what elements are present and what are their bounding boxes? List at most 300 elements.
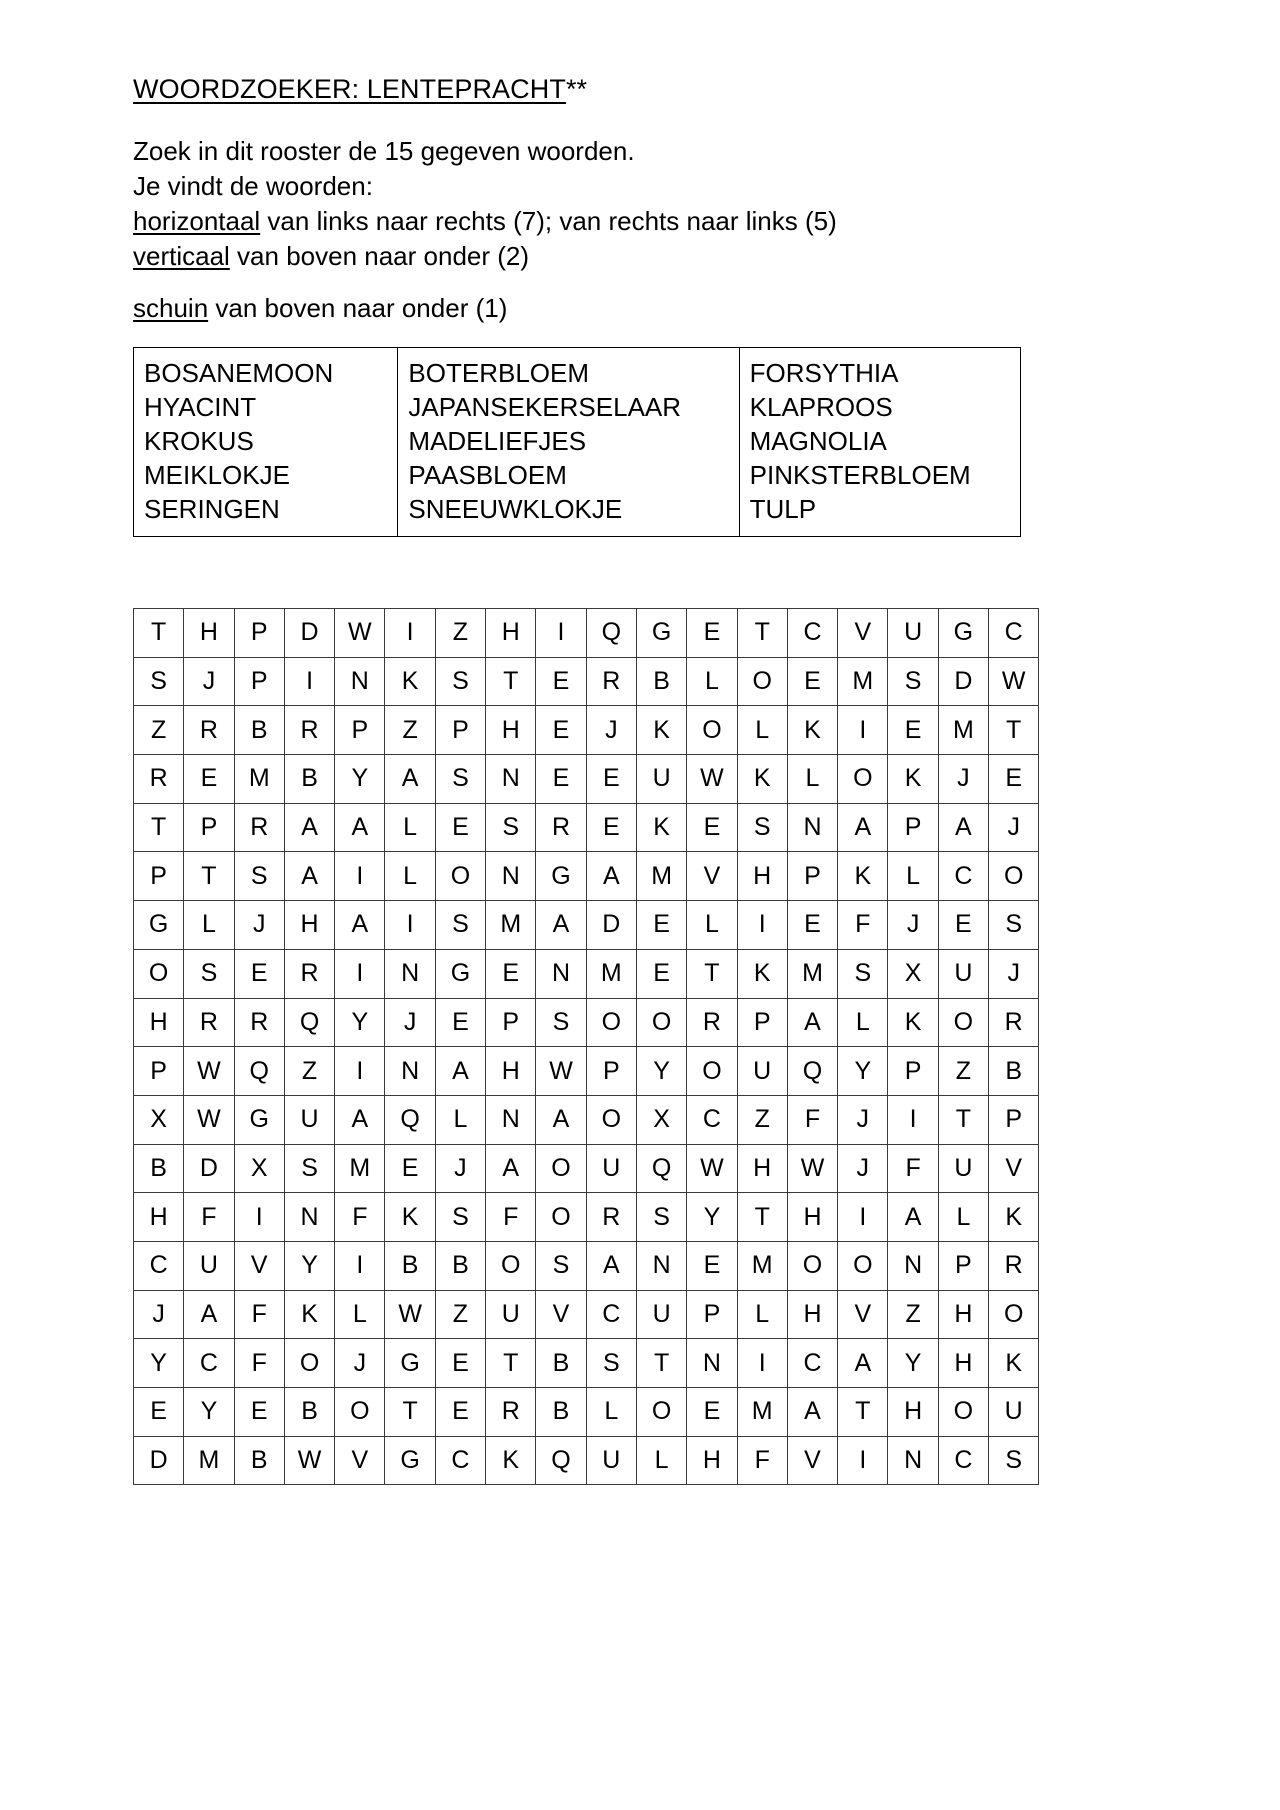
puzzle-grid-cell[interactable]: M xyxy=(335,1144,385,1193)
puzzle-grid-cell[interactable]: M xyxy=(737,1388,787,1437)
puzzle-grid-cell[interactable]: A xyxy=(284,852,334,901)
puzzle-grid-cell[interactable]: L xyxy=(687,901,737,950)
puzzle-grid-cell[interactable]: P xyxy=(234,609,284,658)
puzzle-grid-cell[interactable]: V xyxy=(838,1290,888,1339)
puzzle-grid-cell[interactable]: K xyxy=(737,755,787,804)
puzzle-grid-cell[interactable]: H xyxy=(486,1047,536,1096)
puzzle-grid-cell[interactable]: P xyxy=(134,1047,184,1096)
puzzle-grid-cell[interactable]: L xyxy=(737,706,787,755)
puzzle-grid-cell[interactable]: W xyxy=(687,1144,737,1193)
puzzle-grid-cell[interactable]: W xyxy=(787,1144,837,1193)
puzzle-grid-cell[interactable]: M xyxy=(184,1436,234,1485)
puzzle-grid-cell[interactable]: L xyxy=(184,901,234,950)
puzzle-grid-cell[interactable]: D xyxy=(134,1436,184,1485)
puzzle-grid-cell[interactable]: A xyxy=(838,1339,888,1388)
puzzle-grid-cell[interactable]: K xyxy=(888,755,938,804)
puzzle-grid-cell[interactable]: E xyxy=(636,901,686,950)
puzzle-grid-cell[interactable]: C xyxy=(435,1436,485,1485)
puzzle-grid-cell[interactable]: M xyxy=(787,949,837,998)
puzzle-grid-cell[interactable]: M xyxy=(636,852,686,901)
puzzle-grid-cell[interactable]: F xyxy=(737,1436,787,1485)
puzzle-grid-cell[interactable]: B xyxy=(989,1047,1039,1096)
puzzle-grid-cell[interactable]: N xyxy=(536,949,586,998)
puzzle-grid-cell[interactable]: K xyxy=(636,706,686,755)
puzzle-grid-cell[interactable]: B xyxy=(234,706,284,755)
puzzle-grid-cell[interactable]: V xyxy=(687,852,737,901)
puzzle-grid-cell[interactable]: R xyxy=(284,706,334,755)
puzzle-grid-cell[interactable]: U xyxy=(888,609,938,658)
puzzle-grid-cell[interactable]: P xyxy=(787,852,837,901)
puzzle-grid-cell[interactable]: S xyxy=(737,803,787,852)
puzzle-grid-cell[interactable]: E xyxy=(234,1388,284,1437)
puzzle-grid-cell[interactable]: L xyxy=(838,998,888,1047)
puzzle-grid-cell[interactable]: A xyxy=(586,852,636,901)
puzzle-grid-cell[interactable]: J xyxy=(586,706,636,755)
puzzle-grid-cell[interactable]: G xyxy=(234,1095,284,1144)
puzzle-grid-cell[interactable]: H xyxy=(938,1290,988,1339)
puzzle-grid-cell[interactable]: U xyxy=(636,755,686,804)
puzzle-grid-cell[interactable]: Y xyxy=(335,755,385,804)
puzzle-grid-cell[interactable]: G xyxy=(385,1339,435,1388)
puzzle-grid-cell[interactable]: C xyxy=(938,1436,988,1485)
puzzle-grid-cell[interactable]: S xyxy=(536,998,586,1047)
puzzle-grid-cell[interactable]: P xyxy=(435,706,485,755)
puzzle-grid-cell[interactable]: E xyxy=(989,755,1039,804)
puzzle-grid-cell[interactable]: S xyxy=(486,803,536,852)
puzzle-grid-cell[interactable]: N xyxy=(888,1241,938,1290)
puzzle-grid-cell[interactable]: O xyxy=(737,657,787,706)
puzzle-grid-cell[interactable]: V xyxy=(787,1436,837,1485)
puzzle-grid-cell[interactable]: W xyxy=(687,755,737,804)
puzzle-grid-cell[interactable]: Z xyxy=(938,1047,988,1096)
puzzle-grid-cell[interactable]: J xyxy=(838,1144,888,1193)
puzzle-grid-cell[interactable]: O xyxy=(486,1241,536,1290)
puzzle-grid-cell[interactable]: X xyxy=(134,1095,184,1144)
puzzle-grid-cell[interactable]: E xyxy=(687,803,737,852)
puzzle-grid-cell[interactable]: L xyxy=(888,852,938,901)
puzzle-grid-cell[interactable]: F xyxy=(234,1339,284,1388)
puzzle-grid-cell[interactable]: J xyxy=(335,1339,385,1388)
puzzle-grid-cell[interactable]: S xyxy=(888,657,938,706)
puzzle-grid-cell[interactable]: R xyxy=(184,998,234,1047)
puzzle-grid-cell[interactable]: E xyxy=(888,706,938,755)
puzzle-grid-cell[interactable]: A xyxy=(435,1047,485,1096)
puzzle-grid-cell[interactable]: C xyxy=(687,1095,737,1144)
puzzle-grid-cell[interactable]: J xyxy=(134,1290,184,1339)
puzzle-grid-cell[interactable]: Z xyxy=(435,1290,485,1339)
puzzle-grid-cell[interactable]: F xyxy=(838,901,888,950)
puzzle-grid-cell[interactable]: U xyxy=(486,1290,536,1339)
puzzle-grid-cell[interactable]: P xyxy=(888,1047,938,1096)
puzzle-grid-cell[interactable]: C xyxy=(184,1339,234,1388)
puzzle-grid-cell[interactable]: Q xyxy=(234,1047,284,1096)
puzzle-grid-cell[interactable]: Q xyxy=(284,998,334,1047)
puzzle-grid-cell[interactable]: Y xyxy=(335,998,385,1047)
puzzle-grid-cell[interactable]: Z xyxy=(385,706,435,755)
puzzle-grid-cell[interactable]: I xyxy=(536,609,586,658)
puzzle-grid-cell[interactable]: L xyxy=(586,1388,636,1437)
puzzle-grid-cell[interactable]: N xyxy=(385,949,435,998)
puzzle-grid-cell[interactable]: G xyxy=(435,949,485,998)
puzzle-grid-cell[interactable]: T xyxy=(989,706,1039,755)
puzzle-grid-cell[interactable]: H xyxy=(687,1436,737,1485)
puzzle-grid-cell[interactable]: H xyxy=(486,706,536,755)
puzzle-grid-cell[interactable]: I xyxy=(284,657,334,706)
puzzle-grid-cell[interactable]: V xyxy=(536,1290,586,1339)
puzzle-grid-cell[interactable]: B xyxy=(134,1144,184,1193)
puzzle-grid-cell[interactable]: R xyxy=(134,755,184,804)
puzzle-grid-cell[interactable]: H xyxy=(284,901,334,950)
puzzle-grid-cell[interactable]: K xyxy=(989,1339,1039,1388)
puzzle-grid-cell[interactable]: G xyxy=(536,852,586,901)
puzzle-grid-cell[interactable]: E xyxy=(687,1388,737,1437)
puzzle-grid-cell[interactable]: W xyxy=(335,609,385,658)
puzzle-grid-cell[interactable]: L xyxy=(435,1095,485,1144)
puzzle-grid-cell[interactable]: O xyxy=(989,1290,1039,1339)
puzzle-grid-cell[interactable]: Y xyxy=(687,1193,737,1242)
puzzle-grid-cell[interactable]: E xyxy=(586,755,636,804)
puzzle-grid-cell[interactable]: K xyxy=(838,852,888,901)
puzzle-grid-cell[interactable]: R xyxy=(234,803,284,852)
puzzle-grid-cell[interactable]: J xyxy=(435,1144,485,1193)
puzzle-grid-cell[interactable]: S xyxy=(435,755,485,804)
puzzle-grid-cell[interactable]: E xyxy=(787,901,837,950)
puzzle-grid-cell[interactable]: V xyxy=(234,1241,284,1290)
puzzle-grid-cell[interactable]: A xyxy=(284,803,334,852)
puzzle-grid-cell[interactable]: A xyxy=(385,755,435,804)
puzzle-grid-cell[interactable]: Z xyxy=(737,1095,787,1144)
puzzle-grid-cell[interactable]: O xyxy=(938,1388,988,1437)
puzzle-grid-cell[interactable]: R xyxy=(486,1388,536,1437)
puzzle-grid-cell[interactable]: B xyxy=(636,657,686,706)
puzzle-grid-cell[interactable]: E xyxy=(536,657,586,706)
puzzle-grid-cell[interactable]: W xyxy=(385,1290,435,1339)
puzzle-grid-cell[interactable]: S xyxy=(435,901,485,950)
puzzle-grid-cell[interactable]: K xyxy=(737,949,787,998)
puzzle-grid-cell[interactable]: E xyxy=(486,949,536,998)
puzzle-grid-cell[interactable]: M xyxy=(737,1241,787,1290)
puzzle-grid-cell[interactable]: F xyxy=(486,1193,536,1242)
puzzle-grid-cell[interactable]: H xyxy=(134,1193,184,1242)
puzzle-grid-cell[interactable]: M xyxy=(486,901,536,950)
puzzle-grid-cell[interactable]: O xyxy=(134,949,184,998)
puzzle-grid-cell[interactable]: S xyxy=(636,1193,686,1242)
puzzle-grid-cell[interactable]: N xyxy=(335,657,385,706)
puzzle-grid-cell[interactable]: B xyxy=(536,1388,586,1437)
puzzle-grid-cell[interactable]: T xyxy=(938,1095,988,1144)
puzzle-grid-cell[interactable]: T xyxy=(486,657,536,706)
puzzle-grid-cell[interactable]: E xyxy=(687,609,737,658)
puzzle-grid-cell[interactable]: T xyxy=(385,1388,435,1437)
puzzle-grid-cell[interactable]: T xyxy=(134,803,184,852)
puzzle-grid-cell[interactable]: T xyxy=(737,609,787,658)
puzzle-grid-cell[interactable]: R xyxy=(536,803,586,852)
puzzle-grid-cell[interactable]: O xyxy=(536,1193,586,1242)
puzzle-grid-cell[interactable]: B xyxy=(536,1339,586,1388)
puzzle-grid-cell[interactable]: E xyxy=(687,1241,737,1290)
puzzle-grid-cell[interactable]: N xyxy=(888,1436,938,1485)
puzzle-grid-cell[interactable]: Z xyxy=(435,609,485,658)
puzzle-grid-cell[interactable]: P xyxy=(989,1095,1039,1144)
puzzle-grid-cell[interactable]: N xyxy=(284,1193,334,1242)
puzzle-grid-cell[interactable]: J xyxy=(888,901,938,950)
puzzle-grid-cell[interactable]: A xyxy=(335,803,385,852)
puzzle-grid-cell[interactable]: J xyxy=(989,949,1039,998)
puzzle-grid-cell[interactable]: O xyxy=(636,998,686,1047)
puzzle-grid-cell[interactable]: Y xyxy=(888,1339,938,1388)
puzzle-grid-cell[interactable]: F xyxy=(787,1095,837,1144)
puzzle-grid-cell[interactable]: N xyxy=(636,1241,686,1290)
puzzle-grid-cell[interactable]: A xyxy=(787,998,837,1047)
puzzle-grid-cell[interactable]: P xyxy=(234,657,284,706)
puzzle-grid-cell[interactable]: O xyxy=(989,852,1039,901)
puzzle-grid-cell[interactable]: H xyxy=(486,609,536,658)
puzzle-grid-cell[interactable]: E xyxy=(184,755,234,804)
puzzle-grid-cell[interactable]: E xyxy=(134,1388,184,1437)
puzzle-grid-cell[interactable]: L xyxy=(787,755,837,804)
puzzle-grid-cell[interactable]: H xyxy=(888,1388,938,1437)
puzzle-grid-cell[interactable]: B xyxy=(385,1241,435,1290)
puzzle-grid-cell[interactable]: D xyxy=(284,609,334,658)
puzzle-grid-cell[interactable]: T xyxy=(687,949,737,998)
puzzle-grid-cell[interactable]: E xyxy=(435,1339,485,1388)
puzzle-grid-cell[interactable]: O xyxy=(938,998,988,1047)
puzzle-grid-cell[interactable]: N xyxy=(687,1339,737,1388)
puzzle-grid-cell[interactable]: K xyxy=(636,803,686,852)
puzzle-grid-cell[interactable]: F xyxy=(888,1144,938,1193)
puzzle-grid-cell[interactable]: J xyxy=(938,755,988,804)
puzzle-grid-cell[interactable]: Z xyxy=(134,706,184,755)
puzzle-grid-cell[interactable]: R xyxy=(184,706,234,755)
puzzle-grid-cell[interactable]: S xyxy=(838,949,888,998)
puzzle-grid-cell[interactable]: J xyxy=(989,803,1039,852)
puzzle-grid-cell[interactable]: C xyxy=(989,609,1039,658)
puzzle-grid-cell[interactable]: E xyxy=(536,755,586,804)
puzzle-grid-cell[interactable]: H xyxy=(737,852,787,901)
puzzle-grid-cell[interactable]: P xyxy=(586,1047,636,1096)
puzzle-grid-cell[interactable]: W xyxy=(184,1047,234,1096)
puzzle-grid-cell[interactable]: Q xyxy=(385,1095,435,1144)
puzzle-grid-cell[interactable]: D xyxy=(184,1144,234,1193)
puzzle-grid-cell[interactable]: E xyxy=(636,949,686,998)
puzzle-grid-cell[interactable]: K xyxy=(385,657,435,706)
puzzle-grid-cell[interactable]: X xyxy=(636,1095,686,1144)
puzzle-grid-cell[interactable]: I xyxy=(385,609,435,658)
puzzle-grid-cell[interactable]: G xyxy=(636,609,686,658)
puzzle-grid-cell[interactable]: C xyxy=(787,1339,837,1388)
puzzle-grid-cell[interactable]: I xyxy=(838,706,888,755)
puzzle-grid-cell[interactable]: U xyxy=(284,1095,334,1144)
puzzle-grid-cell[interactable]: L xyxy=(385,803,435,852)
puzzle-grid-cell[interactable]: K xyxy=(284,1290,334,1339)
puzzle-grid-cell[interactable]: D xyxy=(938,657,988,706)
puzzle-grid-cell[interactable]: A xyxy=(787,1388,837,1437)
puzzle-grid-cell[interactable]: L xyxy=(938,1193,988,1242)
puzzle-grid-cell[interactable]: W xyxy=(184,1095,234,1144)
puzzle-grid-cell[interactable]: H xyxy=(184,609,234,658)
puzzle-grid-cell[interactable]: Z xyxy=(284,1047,334,1096)
puzzle-grid-cell[interactable]: B xyxy=(435,1241,485,1290)
puzzle-grid-cell[interactable]: V xyxy=(838,609,888,658)
puzzle-grid-cell[interactable]: C xyxy=(787,609,837,658)
puzzle-grid-cell[interactable]: U xyxy=(938,1144,988,1193)
puzzle-grid-cell[interactable]: B xyxy=(234,1436,284,1485)
puzzle-grid-cell[interactable]: S xyxy=(134,657,184,706)
puzzle-grid-cell[interactable]: H xyxy=(787,1193,837,1242)
puzzle-grid-cell[interactable]: H xyxy=(938,1339,988,1388)
puzzle-grid-cell[interactable]: U xyxy=(586,1436,636,1485)
puzzle-grid-cell[interactable]: S xyxy=(284,1144,334,1193)
puzzle-grid-cell[interactable]: T xyxy=(838,1388,888,1437)
puzzle-grid-cell[interactable]: O xyxy=(335,1388,385,1437)
puzzle-grid-cell[interactable]: X xyxy=(234,1144,284,1193)
puzzle-grid-cell[interactable]: U xyxy=(989,1388,1039,1437)
puzzle-grid-cell[interactable]: U xyxy=(184,1241,234,1290)
puzzle-grid-cell[interactable]: A xyxy=(335,1095,385,1144)
puzzle-grid-cell[interactable]: I xyxy=(838,1193,888,1242)
puzzle-grid-cell[interactable]: Y xyxy=(838,1047,888,1096)
puzzle-grid-cell[interactable]: L xyxy=(335,1290,385,1339)
puzzle-grid-cell[interactable]: E xyxy=(435,803,485,852)
puzzle-grid-cell[interactable]: T xyxy=(486,1339,536,1388)
puzzle-grid-cell[interactable]: J xyxy=(184,657,234,706)
puzzle-grid-cell[interactable]: O xyxy=(787,1241,837,1290)
puzzle-grid-cell[interactable]: I xyxy=(385,901,435,950)
puzzle-grid-cell[interactable]: P xyxy=(687,1290,737,1339)
puzzle-grid-cell[interactable]: Y xyxy=(284,1241,334,1290)
puzzle-grid-cell[interactable]: I xyxy=(234,1193,284,1242)
puzzle-grid-cell[interactable]: I xyxy=(737,1339,787,1388)
puzzle-grid-cell[interactable]: B xyxy=(284,755,334,804)
puzzle-grid-cell[interactable]: H xyxy=(134,998,184,1047)
puzzle-grid-cell[interactable]: S xyxy=(586,1339,636,1388)
puzzle-grid-cell[interactable]: V xyxy=(335,1436,385,1485)
puzzle-grid-cell[interactable]: O xyxy=(536,1144,586,1193)
puzzle-grid-cell[interactable]: U xyxy=(586,1144,636,1193)
puzzle-grid-cell[interactable]: S xyxy=(989,1436,1039,1485)
puzzle-grid-cell[interactable]: S xyxy=(184,949,234,998)
puzzle-grid-cell[interactable]: T xyxy=(184,852,234,901)
puzzle-grid-cell[interactable]: O xyxy=(687,706,737,755)
puzzle-grid-cell[interactable]: C xyxy=(134,1241,184,1290)
puzzle-grid-cell[interactable]: P xyxy=(737,998,787,1047)
puzzle-grid-cell[interactable]: O xyxy=(687,1047,737,1096)
puzzle-grid-cell[interactable]: C xyxy=(586,1290,636,1339)
puzzle-grid-cell[interactable]: K xyxy=(787,706,837,755)
puzzle-grid-cell[interactable]: G xyxy=(938,609,988,658)
puzzle-grid-cell[interactable]: P xyxy=(938,1241,988,1290)
puzzle-grid-cell[interactable]: G xyxy=(134,901,184,950)
puzzle-grid-cell[interactable]: R xyxy=(586,657,636,706)
puzzle-grid-cell[interactable]: T xyxy=(636,1339,686,1388)
puzzle-grid-cell[interactable]: O xyxy=(586,1095,636,1144)
puzzle-grid-cell[interactable]: X xyxy=(888,949,938,998)
puzzle-grid-cell[interactable]: N xyxy=(486,852,536,901)
puzzle-grid-cell[interactable]: M xyxy=(838,657,888,706)
puzzle-grid-cell[interactable]: R xyxy=(284,949,334,998)
puzzle-grid-cell[interactable]: S xyxy=(234,852,284,901)
puzzle-grid-cell[interactable]: E xyxy=(586,803,636,852)
puzzle-grid-cell[interactable]: I xyxy=(888,1095,938,1144)
puzzle-grid-cell[interactable]: A xyxy=(888,1193,938,1242)
puzzle-grid-cell[interactable]: N xyxy=(486,1095,536,1144)
puzzle-grid-cell[interactable]: E xyxy=(234,949,284,998)
puzzle-grid-cell[interactable]: U xyxy=(636,1290,686,1339)
puzzle-grid-cell[interactable]: N xyxy=(787,803,837,852)
puzzle-grid-cell[interactable]: S xyxy=(435,657,485,706)
puzzle-grid-cell[interactable]: O xyxy=(435,852,485,901)
puzzle-grid-cell[interactable]: O xyxy=(838,1241,888,1290)
puzzle-grid-cell[interactable]: O xyxy=(636,1388,686,1437)
puzzle-grid-cell[interactable]: U xyxy=(737,1047,787,1096)
puzzle-grid-cell[interactable]: A xyxy=(536,1095,586,1144)
puzzle-grid-cell[interactable]: S xyxy=(989,901,1039,950)
puzzle-grid-cell[interactable]: U xyxy=(938,949,988,998)
puzzle-grid-cell[interactable]: L xyxy=(737,1290,787,1339)
puzzle-grid-cell[interactable]: G xyxy=(385,1436,435,1485)
puzzle-grid-cell[interactable]: R xyxy=(989,1241,1039,1290)
puzzle-grid-cell[interactable]: P xyxy=(184,803,234,852)
puzzle-grid-cell[interactable]: S xyxy=(435,1193,485,1242)
puzzle-grid-cell[interactable]: W xyxy=(989,657,1039,706)
puzzle-grid-cell[interactable]: Q xyxy=(787,1047,837,1096)
puzzle-grid-cell[interactable]: J xyxy=(838,1095,888,1144)
puzzle-grid-cell[interactable]: A xyxy=(184,1290,234,1339)
puzzle-grid-cell[interactable]: L xyxy=(636,1436,686,1485)
puzzle-grid-cell[interactable]: F xyxy=(234,1290,284,1339)
puzzle-grid-cell[interactable]: K xyxy=(486,1436,536,1485)
puzzle-grid-cell[interactable]: T xyxy=(737,1193,787,1242)
puzzle-grid-cell[interactable]: J xyxy=(385,998,435,1047)
puzzle-grid-cell[interactable]: Q xyxy=(586,609,636,658)
puzzle-grid-cell[interactable]: R xyxy=(234,998,284,1047)
puzzle-grid-cell[interactable]: I xyxy=(737,901,787,950)
puzzle-grid-cell[interactable]: O xyxy=(586,998,636,1047)
puzzle-grid-cell[interactable]: A xyxy=(838,803,888,852)
puzzle-grid-cell[interactable]: N xyxy=(385,1047,435,1096)
puzzle-grid-cell[interactable]: P xyxy=(134,852,184,901)
puzzle-grid-cell[interactable]: N xyxy=(486,755,536,804)
puzzle-grid-cell[interactable]: V xyxy=(989,1144,1039,1193)
puzzle-grid-cell[interactable]: F xyxy=(184,1193,234,1242)
puzzle-grid-cell[interactable]: E xyxy=(787,657,837,706)
puzzle-grid-cell[interactable]: O xyxy=(284,1339,334,1388)
puzzle-grid-cell[interactable]: F xyxy=(335,1193,385,1242)
puzzle-grid-cell[interactable]: J xyxy=(234,901,284,950)
puzzle-grid-cell[interactable]: P xyxy=(335,706,385,755)
puzzle-grid-cell[interactable]: M xyxy=(586,949,636,998)
puzzle-grid-cell[interactable]: R xyxy=(687,998,737,1047)
puzzle-grid-cell[interactable]: C xyxy=(938,852,988,901)
puzzle-grid-cell[interactable]: O xyxy=(838,755,888,804)
puzzle-grid-cell[interactable]: K xyxy=(888,998,938,1047)
puzzle-grid-cell[interactable]: S xyxy=(536,1241,586,1290)
puzzle-grid-cell[interactable]: Q xyxy=(636,1144,686,1193)
puzzle-grid-cell[interactable]: A xyxy=(938,803,988,852)
puzzle-grid-cell[interactable]: Y xyxy=(134,1339,184,1388)
puzzle-grid-cell[interactable]: I xyxy=(335,949,385,998)
puzzle-grid-cell[interactable]: E xyxy=(536,706,586,755)
puzzle-grid-cell[interactable]: K xyxy=(385,1193,435,1242)
puzzle-grid-cell[interactable]: W xyxy=(536,1047,586,1096)
puzzle-grid-cell[interactable]: K xyxy=(989,1193,1039,1242)
puzzle-grid-cell[interactable]: Y xyxy=(184,1388,234,1437)
puzzle-grid-cell[interactable]: I xyxy=(838,1436,888,1485)
puzzle-grid-cell[interactable]: L xyxy=(385,852,435,901)
puzzle-grid-cell[interactable]: A xyxy=(536,901,586,950)
puzzle-grid-cell[interactable]: P xyxy=(888,803,938,852)
puzzle-grid-cell[interactable]: A xyxy=(335,901,385,950)
